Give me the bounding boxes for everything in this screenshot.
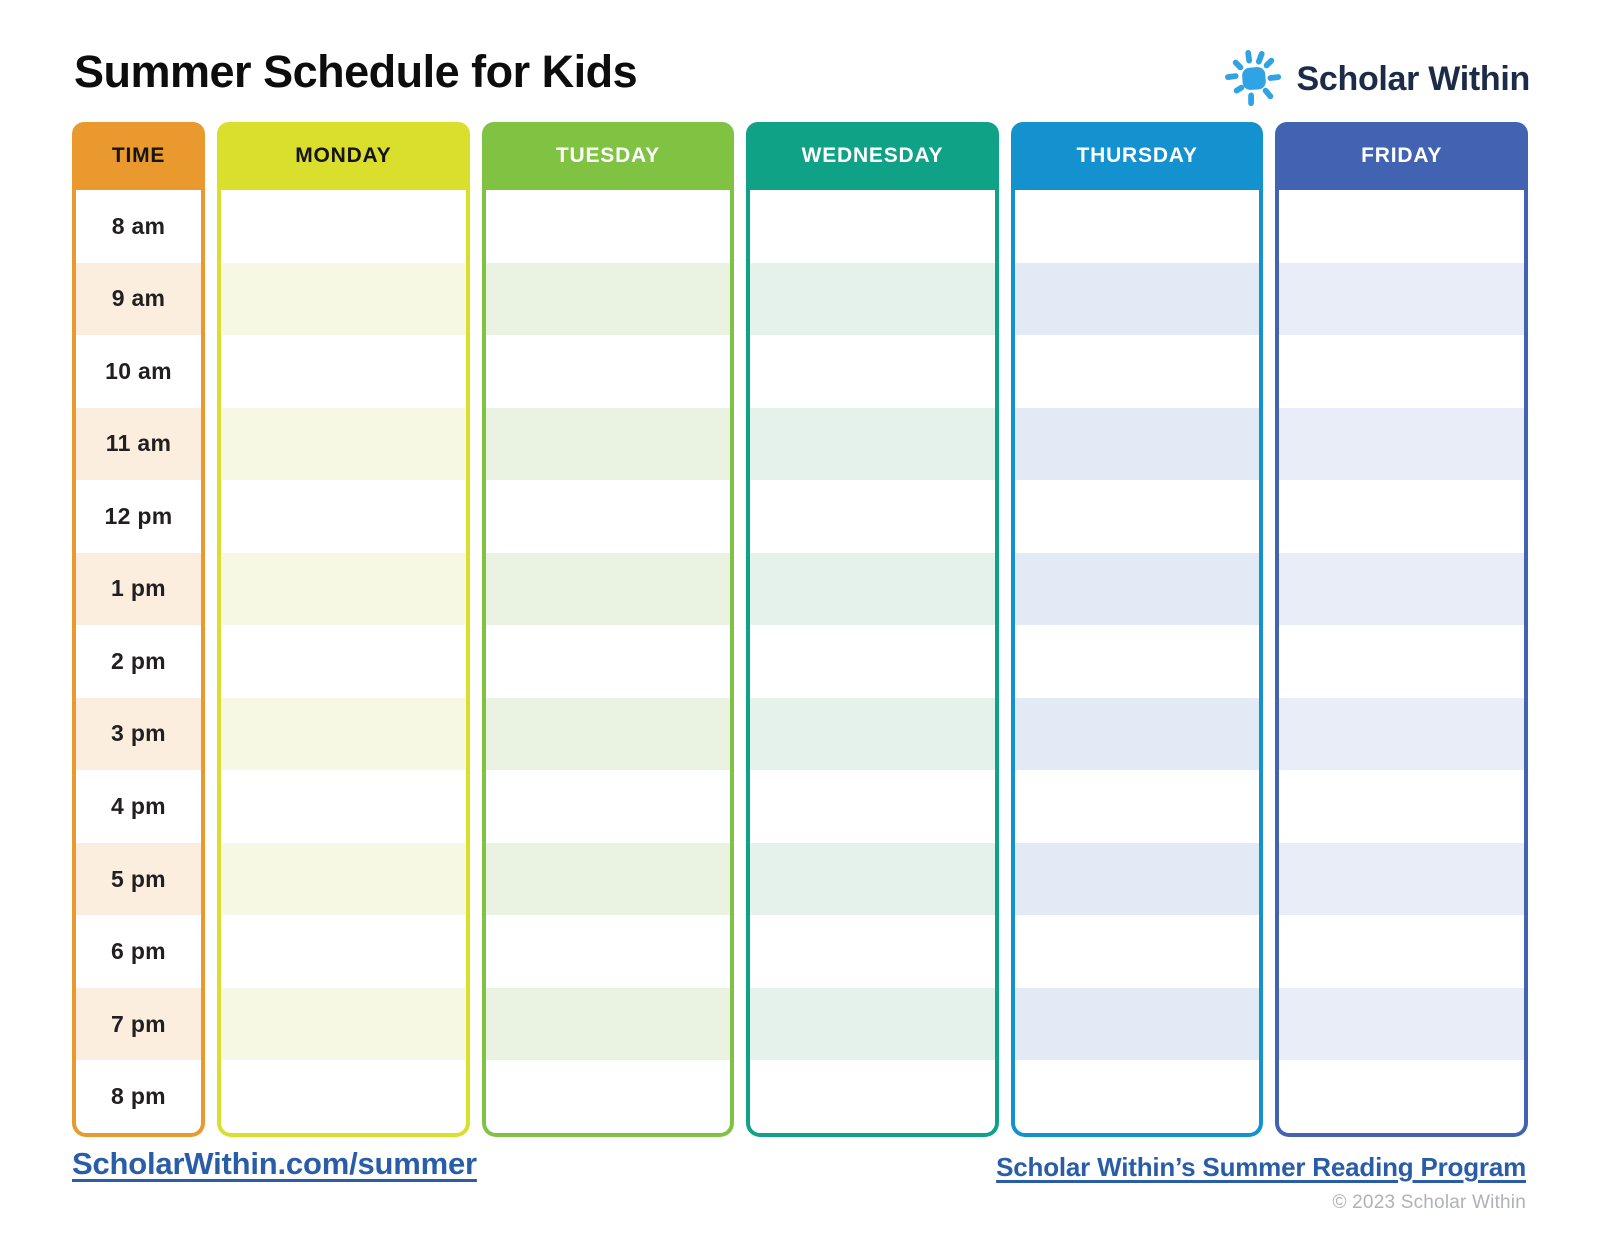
schedule-cell — [1279, 843, 1524, 916]
schedule-cell — [1279, 263, 1524, 336]
column-header-thursday: THURSDAY — [1011, 122, 1264, 190]
time-label: 8 am — [111, 212, 166, 239]
schedule-cell — [486, 190, 731, 263]
schedule-cell — [1279, 408, 1524, 481]
schedule-cell — [750, 408, 995, 481]
column-body — [217, 190, 470, 1137]
schedule-cell — [750, 1060, 995, 1133]
schedule-cell — [486, 1060, 731, 1133]
time-column — [72, 122, 205, 1137]
schedule-cell — [750, 625, 995, 698]
brand-logo — [1225, 50, 1530, 108]
copyright: © 2023 Scholar Within — [1332, 1192, 1526, 1213]
schedule-cell — [1279, 915, 1524, 988]
schedule-cell — [486, 915, 731, 988]
schedule-cell — [1015, 263, 1260, 336]
schedule-cell — [1015, 553, 1260, 626]
column-header-tuesday: TUESDAY — [482, 122, 735, 190]
day-column-monday — [217, 122, 470, 1137]
time-label: 3 pm — [76, 698, 201, 771]
schedule-cell — [221, 190, 466, 263]
schedule-cell — [486, 988, 731, 1061]
schedule-cell — [221, 480, 466, 553]
schedule-cell — [1015, 408, 1260, 481]
day-column-tuesday — [482, 122, 735, 1137]
schedule-cell — [750, 698, 995, 771]
column-body — [1011, 190, 1264, 1137]
day-column-thursday — [1011, 122, 1264, 1137]
schedule-cell — [1015, 480, 1260, 553]
schedule-cell — [486, 553, 731, 626]
schedule-grid — [72, 122, 1528, 1137]
time-label: 12 pm — [104, 502, 173, 529]
schedule-cell — [1015, 915, 1260, 988]
schedule-cell — [1279, 1060, 1524, 1133]
page-title: Summer Schedule for Kids — [74, 46, 638, 97]
schedule-cell — [1015, 625, 1260, 698]
schedule-cell — [750, 480, 995, 553]
time-label: 1 pm — [76, 553, 201, 626]
day-column-wednesday — [746, 122, 999, 1137]
schedule-cell — [486, 625, 731, 698]
schedule-cell — [750, 988, 995, 1061]
time-label: 8 pm — [111, 1083, 166, 1110]
schedule-cell — [750, 335, 995, 408]
sun-icon — [1225, 50, 1283, 108]
schedule-cell — [1279, 988, 1524, 1061]
schedule-cell — [221, 770, 466, 843]
schedule-cell — [221, 698, 466, 771]
schedule-cell — [750, 915, 995, 988]
schedule-cell — [221, 408, 466, 481]
schedule-cell — [221, 263, 466, 336]
schedule-cell — [750, 553, 995, 626]
schedule-cell — [1279, 335, 1524, 408]
schedule-cell — [1015, 843, 1260, 916]
reading-program-link[interactable]: Scholar Within’s Summer Reading Program — [996, 1152, 1526, 1182]
footer-right — [996, 1152, 1526, 1214]
schedule-cell — [1279, 190, 1524, 263]
time-label: 10 am — [105, 357, 172, 384]
time-label: 4 pm — [111, 793, 166, 820]
schedule-cell — [221, 988, 466, 1061]
schedule-cell — [486, 480, 731, 553]
schedule-cell — [221, 335, 466, 408]
schedule-cell — [486, 335, 731, 408]
schedule-cell — [1279, 625, 1524, 698]
schedule-cell — [221, 915, 466, 988]
column-body — [1275, 190, 1528, 1137]
schedule-cell — [1015, 770, 1260, 843]
time-label: 11 am — [76, 408, 201, 481]
schedule-cell — [1015, 988, 1260, 1061]
schedule-cell — [1015, 335, 1260, 408]
schedule-cell — [221, 843, 466, 916]
schedule-cell — [1015, 190, 1260, 263]
column-header-friday: FRIDAY — [1275, 122, 1528, 190]
day-column-friday — [1275, 122, 1528, 1137]
schedule-cell — [486, 408, 731, 481]
schedule-cell — [486, 770, 731, 843]
schedule-cell — [221, 1060, 466, 1133]
time-label: 7 pm — [76, 988, 201, 1061]
schedule-cell — [750, 190, 995, 263]
column-body — [746, 190, 999, 1137]
schedule-cell — [486, 698, 731, 771]
time-label: 5 pm — [76, 843, 201, 916]
schedule-cell — [221, 625, 466, 698]
schedule-cell — [1279, 770, 1524, 843]
time-label: 2 pm — [111, 647, 166, 674]
schedule-cell — [1279, 480, 1524, 553]
column-body — [482, 190, 735, 1137]
schedule-cell — [750, 770, 995, 843]
brand-name: Scholar Within — [1296, 60, 1530, 98]
column-header-time: TIME — [72, 122, 205, 190]
column-header-wednesday: WEDNESDAY — [746, 122, 999, 190]
schedule-cell — [750, 263, 995, 336]
time-label: 6 pm — [111, 938, 166, 965]
schedule-cell — [221, 553, 466, 626]
schedule-cell — [486, 843, 731, 916]
schedule-cell — [750, 843, 995, 916]
column-header-monday: MONDAY — [217, 122, 470, 190]
schedule-cell — [1279, 553, 1524, 626]
column-body — [72, 190, 205, 1137]
schedule-cell — [1279, 698, 1524, 771]
time-label: 9 am — [76, 263, 201, 336]
schedule-cell — [1015, 1060, 1260, 1133]
site-link[interactable]: ScholarWithin.com/summer — [72, 1146, 477, 1181]
schedule-cell — [1015, 698, 1260, 771]
schedule-cell — [486, 263, 731, 336]
